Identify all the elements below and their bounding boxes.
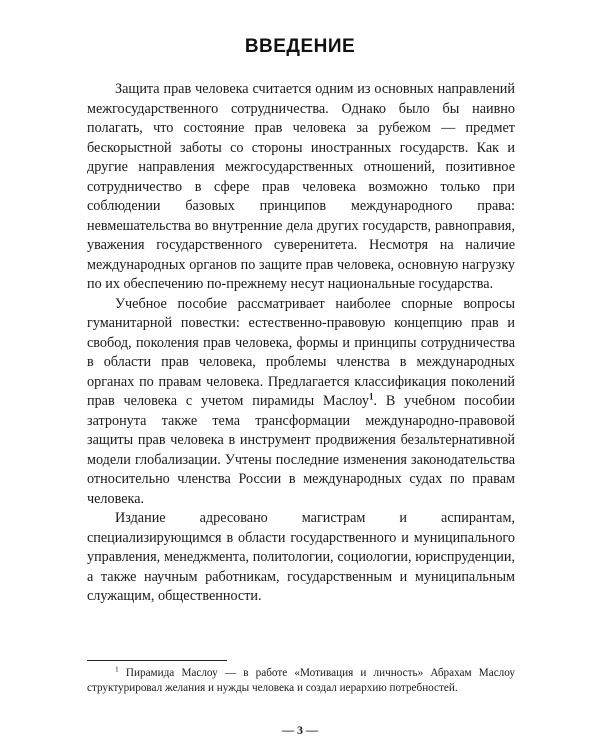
paragraph-2-text-after-ref: . В учебном пособии затронута также тема трансформации международно-правовой защиты прав человека в инструмент продвижения безальтернативной модели глобализации. Учтены последние изменения законодательства относительно членства России в международных судах по правам человека.: [87, 393, 515, 507]
paragraph-1: Защита прав человека считается одним из основных направлений межгосударственного сотрудничества. Однако было бы наивно полагать, что состояние прав человека за рубежом — предмет бескорыстной заботы со стороны иностранных государств. Как и другие направления межгосударственных отношений, позитивное сотрудничество в сфере прав человека возможно только при соблюдении базовых принципов международного права: невмешательства во внутренние дела других государств, равноправия, уважения государственного суверенитета. Несмотря на наличие международных органов по защите прав человека, основную нагрузку по их обеспечению по-прежнему несут национальные государства.: [87, 81, 515, 292]
footnote-reference[interactable]: 1: [368, 391, 374, 402]
paragraph-3: Издание адресовано магистрам и аспирантам, специализирующимся в области государственного и муниципального управления, менеджмента, политологии, социологии, юриспруденции, а также научным работникам, государственным и муниципальным служащим, общественности.: [87, 510, 515, 604]
page-number: — 3 —: [282, 723, 318, 737]
footnote: [87, 666, 515, 695]
footnote-text: Пирамида Маслоу — в работе «Мотивация и личность» Абрахам Маслоу структурировал желания и нужды человека и создал иерархию потребностей.: [87, 667, 515, 694]
paragraph-2: [87, 295, 515, 510]
footnote-marker: 1: [115, 664, 119, 674]
body-text: [87, 80, 515, 607]
paragraph-2-text-before-ref: Учебное пособие рассматривает наиболее спорные вопросы гуманитарной повестки: естественно-правовую концепцию прав и свобод, поколения прав человека, формы и принципы сотрудничества в области прав человека, проблемы членства в международных органах по правам человека. Предлагается классификация поколений прав человека с учетом пирамиды Маслоу: [87, 295, 515, 409]
page-title: ВВЕДЕНИЕ: [244, 36, 356, 57]
footnote-divider: [87, 660, 227, 661]
